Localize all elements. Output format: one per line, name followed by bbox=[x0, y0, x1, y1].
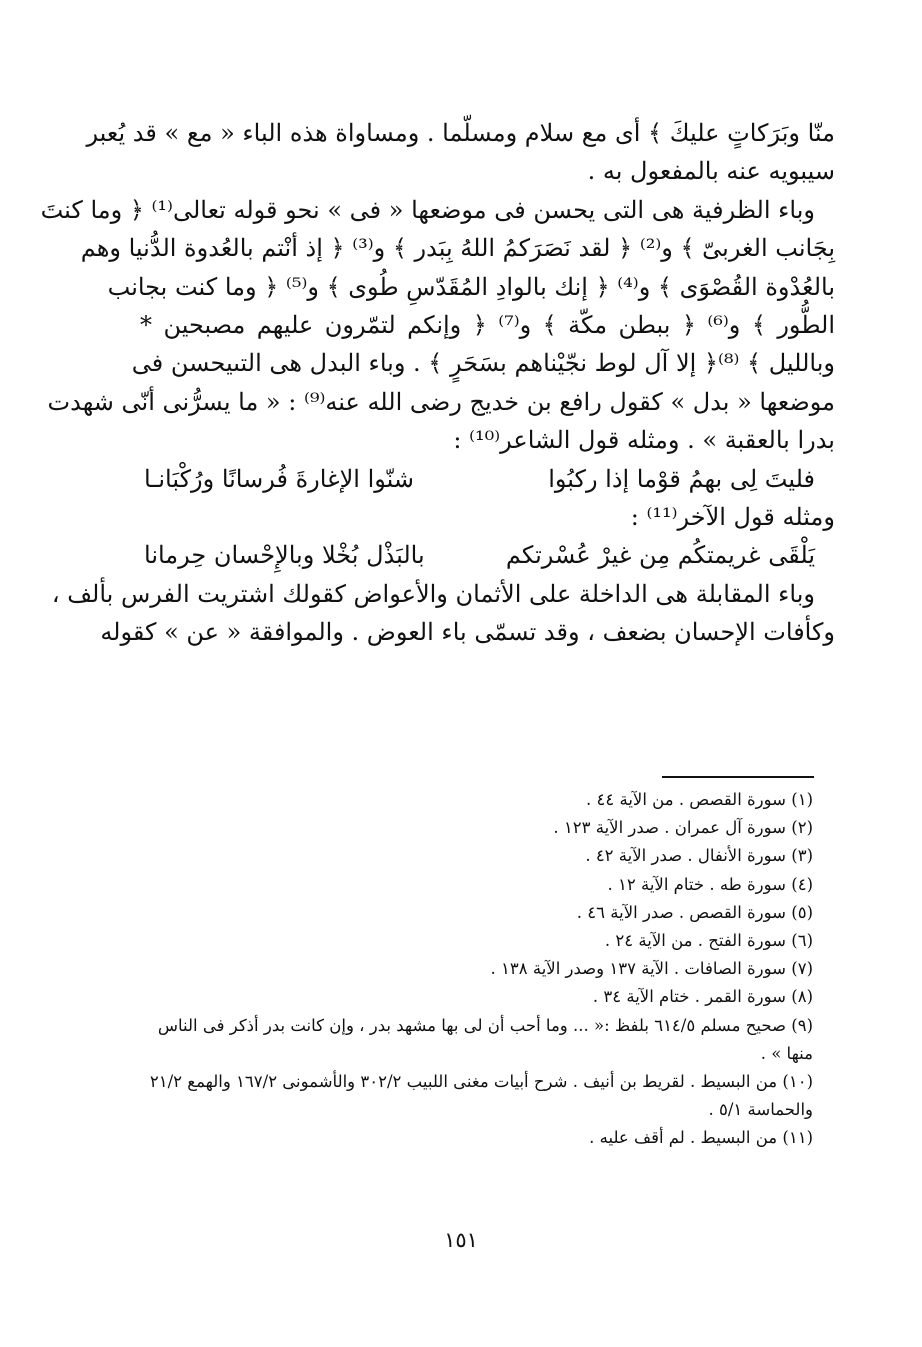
footnote-separator bbox=[662, 776, 814, 778]
text-line: بدرا بالعقبة » . ومثله قول الشاعر⁽¹⁰⁾ : bbox=[453, 426, 835, 455]
footnote-continuation: منها » . bbox=[760, 1043, 813, 1063]
verse-first-hemistich: يَلْقَى غريمتكُم مِن غيرْ عُسْرتكم bbox=[505, 541, 815, 570]
text-line: وباء الظرفية هى التى يحسن فى موضعها « فى » نحو قوله تعالى⁽¹⁾ ﴿ وما كنتَ bbox=[40, 195, 815, 224]
footnote: (٧) سورة الصافات . الآية ١٣٧ وصدر الآية ١٣٨ . bbox=[490, 959, 813, 979]
text-line: وباء المقابلة هى الداخلة على الأثمان والأعواض كقولك اشتريت الفرس بألف ، bbox=[51, 579, 815, 608]
footnote: (٦) سورة الفتح . من الآية ٢٤ . bbox=[604, 931, 813, 951]
footnote: (٣) سورة الأنفال . صدر الآية ٤٢ . bbox=[585, 846, 813, 866]
main-text bbox=[40, 114, 835, 652]
footnote: (٤) سورة طه . ختام الآية ١٢ . bbox=[607, 874, 813, 894]
text-line: وبالليل ﴾ ⁽⁸⁾﴿ إلا آل لوط نجّيْناهم بسَحَرٍ ﴾ . وباء البدل هى التىيحسن فى bbox=[131, 349, 835, 378]
footnote: (٩) صحيح مسلم ٦١٤/٥ بلفظ :« ... وما أحب أن لى بها مشهد بدر ، وإن كانت بدر أذكر فى الناس bbox=[157, 1015, 813, 1035]
footnote: (٥) سورة القصص . صدر الآية ٤٦ . bbox=[576, 902, 813, 922]
text-line: وكأفات الإحسان بضعف ، وقد تسمّى باء العوض . والموافقة « عن » كقوله bbox=[100, 618, 835, 647]
text-line: موضعها « بدل » كقول رافع بن خديج رضى الله عنه⁽⁹⁾ : « ما يسرُّنى أنّى شهدت bbox=[47, 387, 835, 416]
text-line: منّا وبَرَكاتٍ عليكَ ﴾ أى مع سلام ومسلّما . ومساواة هذه الباء « مع » قد يُعبر bbox=[86, 119, 835, 147]
footnote: (١١) من البسيط . لم أقف عليه . bbox=[589, 1128, 813, 1148]
poem-verse bbox=[140, 460, 835, 498]
page-number: ١٥١ bbox=[444, 1228, 478, 1252]
verse-first-hemistich: فليتَ لِى بهمُ قوْما إذا ركبُوا bbox=[548, 464, 815, 493]
footnote: (٢) سورة آل عمران . صدر الآية ١٢٣ . bbox=[553, 818, 813, 838]
text-line: ومثله قول الآخر⁽¹¹⁾ : bbox=[630, 503, 835, 532]
verse-second-hemistich: شنّوا الإغارةَ فُرسانًا ورُكْبَانـا bbox=[144, 464, 414, 493]
text-line: سيبويه عنه بالمفعول به . bbox=[587, 157, 835, 186]
footnote: (٨) سورة القمر . ختام الآية ٣٤ . bbox=[592, 987, 813, 1007]
text-line: بالعُدْوة القُصْوَى ﴾ و⁽⁴⁾ ﴿ إنك بالوادِ المُقَدّسِ طُوى ﴾ و⁽⁵⁾ ﴿ وما كنت بجانب bbox=[107, 272, 835, 301]
poem-verse bbox=[140, 536, 835, 574]
footnote-continuation: والحماسة ٥/١ . bbox=[708, 1100, 813, 1120]
text-line: الطُّور ﴾ و⁽⁶⁾ ﴿ ببطن مكّة ﴾ و⁽⁷⁾ ﴿ وإنكم لتمّرون عليهم مصبحين * bbox=[140, 311, 835, 340]
verse-second-hemistich: بالبَذْل بُخْلا وبالإِحْسان حِرمانا bbox=[144, 541, 425, 570]
text-line: بِجَانب الغربىّ ﴾ و⁽²⁾ ﴿ لقد نَصَرَكمُ اللهُ بِبَدر ﴾ و⁽³⁾ ﴿ إذ أنْتم بالعُدوة الدُّنيا وهم bbox=[80, 234, 835, 263]
footnotes bbox=[148, 786, 813, 1153]
footnote: (١) سورة القصص . من الآية ٤٤ . bbox=[586, 790, 813, 809]
footnote: (١٠) من البسيط . لقريط بن أنيف . شرح أبيات مغنى اللبيب ٣٠٢/٢ والأشمونى ١٦٧/٢ والهمع ٢١/٢ bbox=[149, 1072, 813, 1092]
